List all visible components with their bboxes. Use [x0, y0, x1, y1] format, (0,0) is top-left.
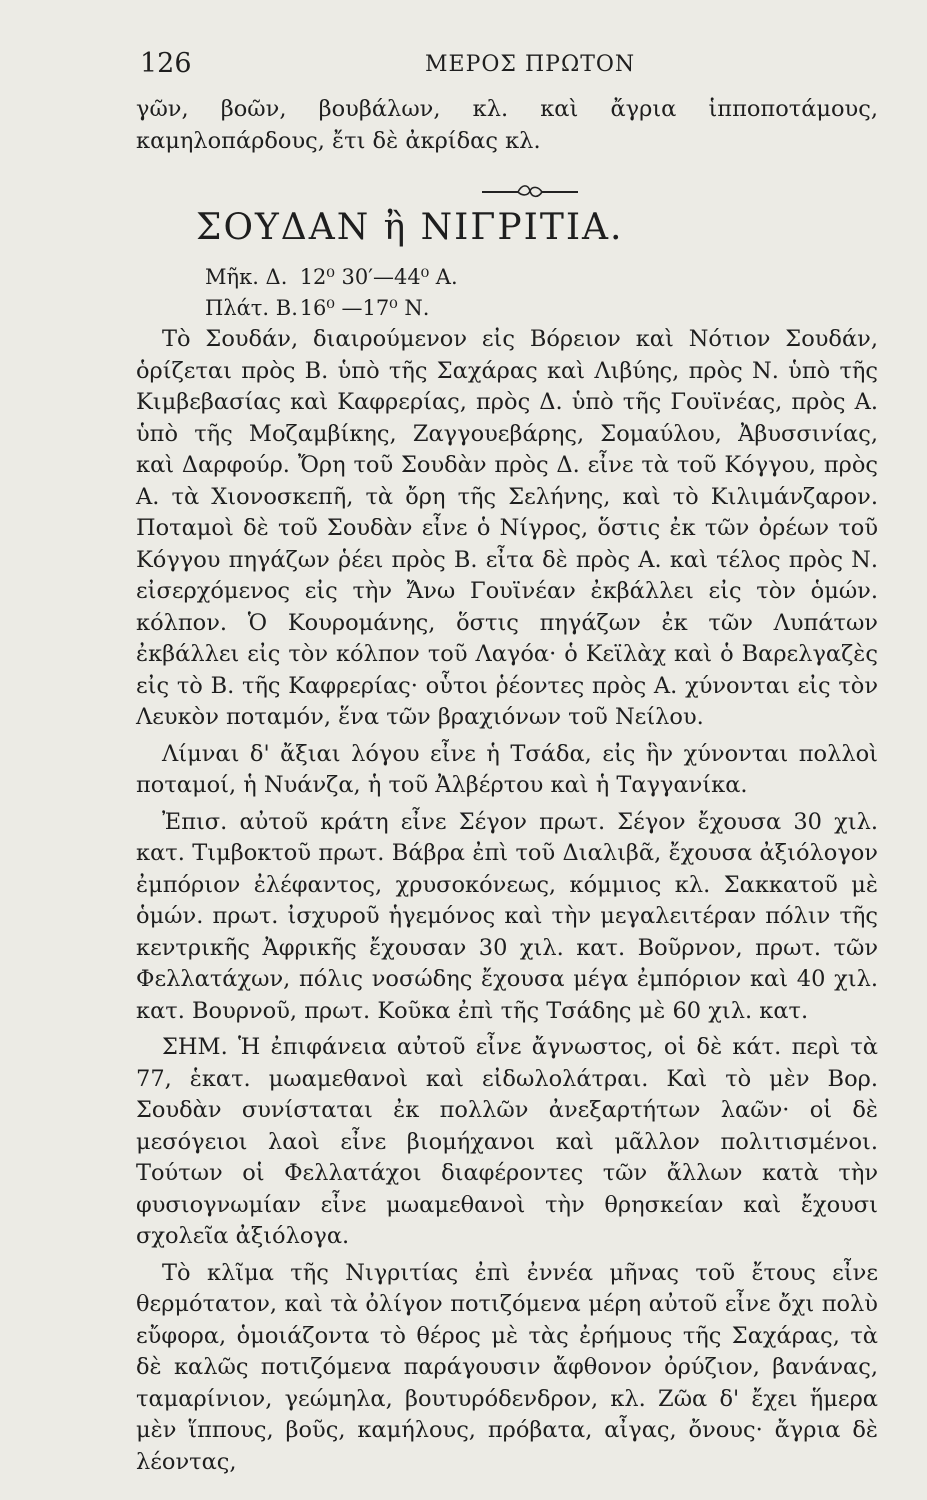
latitude-range: 16⁰ —17⁰ Ν. [299, 296, 430, 320]
page-header [140, 48, 840, 88]
running-head: ΜΕΡΟΣ ΠΡΩΤΟΝ [425, 52, 636, 77]
paragraph-climate: Τὸ κλῖμα τῆς Νιγριτίας ἐπὶ ἐννέα μῆνας τοῦ ἔτους εἶνε θερμότατον, καὶ τὰ ὀλίγον ποτιζόμενα μέρη αὐτοῦ εἶνε ὄχι πολὺ εὔφορα, ὁμοιάζοντα τὸ θέρος μὲ τὰς ἐρήμους τῆς Σαχάρας, τὰ δὲ καλῶς ποτιζόμενα παράγουσιν ἄφθονον ὀρύζιον, βανάνας, ταμαρίνιον, γεώμηλα, βουτυρόδενδρον, κλ. Ζῶα δ' ἔχει ἥμερα μὲν ἵππους, βοῦς, καμήλους, πρόβατα, αἶγας, ὄνους· ἄγρια δὲ λέοντας, [136, 1259, 878, 1475]
longitude-row [205, 262, 458, 293]
section-body [136, 324, 878, 1483]
paragraph-borders-rivers: Τὸ Σουδάν, διαιρούμενον εἰς Βόρειον καὶ Νότιον Σουδάν, ὁρίζεται πρὸς Β. ὑπὸ τῆς Σαχάρας καὶ Λιβύης, πρὸς Ν. ὑπὸ τῆς Κιμβεβασίας καὶ Καφρερίας, πρὸς Δ. ὑπὸ τῆς Γουϊνέας, πρὸς Α. ὑπὸ τῆς Μοζαμβίκης, Ζαγγουεβάρης, Σομαύλου, Ἀβυσσινίας, καὶ Δαρφούρ. Ὄρη τοῦ Σουδὰν πρὸς Δ. εἶνε τὰ τοῦ Κόγγου, πρὸς Α. τὰ Χιονοσκεπῆ, τὰ ὄρη τῆς Σελήνης, καὶ τὸ Κιλιμάνζαρον. Ποταμοὶ δὲ τοῦ Σουδὰν εἶνε ὁ Νίγρος, ὅστις ἐκ τῶν ὀρέων τοῦ Κόγγου πηγάζων ῥέει πρὸς Β. εἶτα δὲ πρὸς Α. καὶ τέλος πρὸς Ν. εἰσερχόμενος εἰς τὴν Ἄνω Γουϊνέαν ἐκβάλλει εἰς τὸν ὁμών. κόλπον. Ὁ Κουρομάνης, ὅστις πηγάζων ἐκ τῶν Λυπάτων ἐκβάλλει εἰς τὸν κόλπον τοῦ Λαγόα· ὁ Κεϊλὰχ καὶ ὁ Βαρελγαζὲς εἰς τὸ Β. τῆς Καφρερίας· οὗτοι ῥέοντες πρὸς Α. χύνονται εἰς τὸν Λευκὸν ποταμόν, ἕνα τῶν βραχιόνων τοῦ Νείλου. [136, 326, 878, 730]
coordinates-block [205, 262, 458, 324]
longitude-range: 12⁰ 30′—44⁰ Α. [299, 265, 458, 289]
longitude-label: Μῆκ. Δ. [205, 265, 288, 289]
latitude-label: Πλάτ. Β. [205, 296, 298, 320]
paragraph-lakes: Λίμναι δ' ἄξιαι λόγου εἶνε ἡ Τσάδα, εἰς ἣν χύνονται πολλοὶ ποταμοί, ἡ Νυάνζα, ἡ τοῦ Ἀλβέρτου καὶ ἡ Ταγγανίκα. [136, 740, 878, 798]
latitude-row [205, 293, 458, 324]
paragraph-states: Ἐπισ. αὐτοῦ κράτη εἶνε Σέγον πρωτ. Σέγον ἔχουσα 30 χιλ. κατ. Τιμβοκτοῦ πρωτ. Βάβρα ἐπὶ τοῦ Διαλιβᾶ, ἔχουσα ἀξιόλογον ἐμπόριον ἐλέφαντος, χρυσοκόνεως, κόμμιος κλ. Σακκατοῦ μὲ ὁμών. πρωτ. ἰσχυροῦ ἡγεμόνος καὶ τὴν μεγαλειτέραν πόλιν τῆς κεντρικῆς Ἀφρικῆς ἔχουσαν 30 χιλ. κατ. Βοῦρνον, πρωτ. τῶν Φελλατάχων, πόλις νοσώδης ἔχουσα μέγα ἐμπόριον καὶ 40 χιλ. κατ. Βουρνοῦ, πρωτ. Κοῦκα ἐπὶ τῆς Τσάδης μὲ 60 χιλ. κατ. [136, 808, 878, 1024]
section-title: ΣΟΥΔΑΝ ἢ ΝΙΓΡΙΤΙΑ. [196, 207, 624, 248]
continuation-paragraph: γῶν, βοῶν, βουβάλων, κλ. καὶ ἄγρια ἱπποποτάμους, καμηλοπάρδους, ἔτι δὲ ἀκρίδας κλ. [136, 96, 878, 154]
continuation-text [136, 94, 878, 157]
section-divider-ornament [480, 180, 580, 202]
page-number: 126 [140, 48, 192, 79]
paragraph-note: ΣΗΜ. Ἡ ἐπιφάνεια αὐτοῦ εἶνε ἄγνωστος, οἱ δὲ κάτ. περὶ τὰ 77, ἑκατ. μωαμεθανοὶ καὶ εἰδωλολάτραι. Καὶ τὸ μὲν Βορ. Σουδὰν συνίσταται ἐκ πολλῶν ἀνεξαρτήτων λαῶν· οἱ δὲ μεσόγειοι λαοὶ εἶνε βιομήχανοι καὶ μᾶλλον πολιτισμένοι. Τούτων οἱ Φελλατάχοι διαφέροντες τῶν ἄλλων κατὰ τὴν φυσιογνωμίαν εἶνε μωαμεθανοὶ τὴν θρησκείαν καὶ ἔχουσι σχολεῖα ἀξιόλογα. [136, 1034, 878, 1249]
